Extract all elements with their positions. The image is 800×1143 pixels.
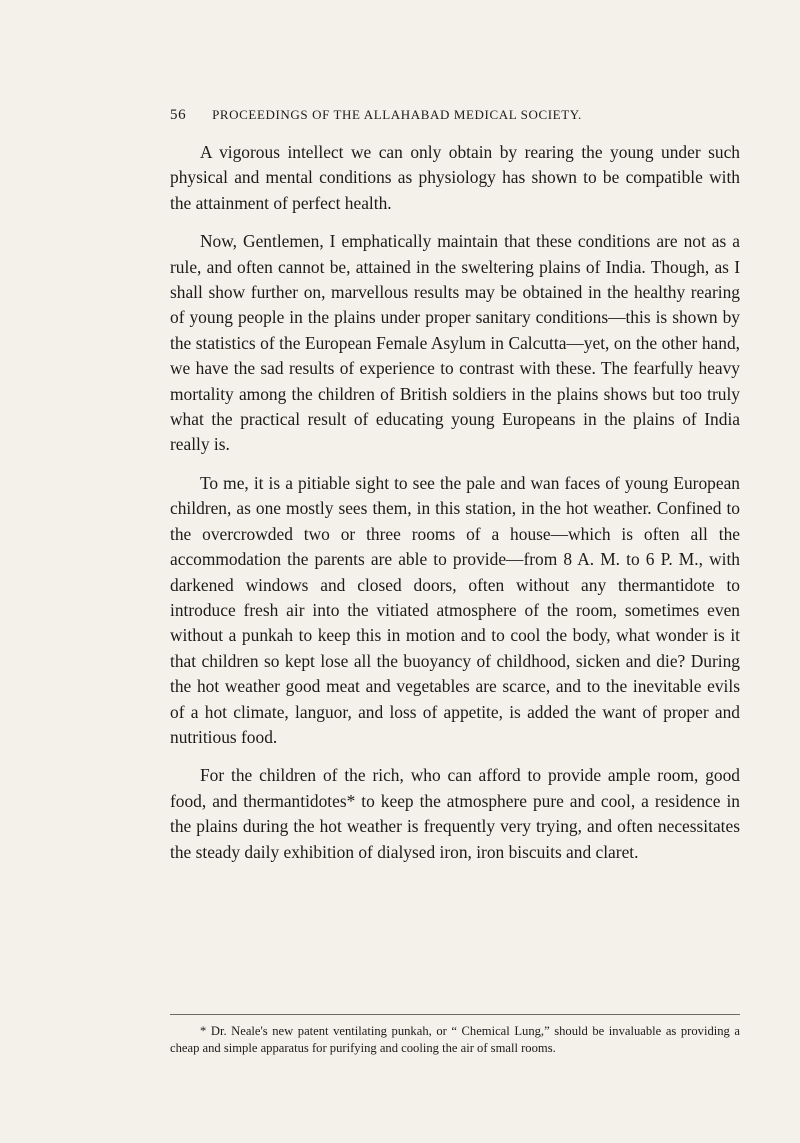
paragraph-3: To me, it is a pitiable sight to see the pale and wan faces of young European children, as one mostly sees them, in this station, in the hot weather. Confined to the overcrowded two or three rooms of a house—which is often all the accommodation the parents are able to provide—from 8 A. M. to 6 P. M., with darkened windows and closed doors, often without any thermantidote to introduce fresh air into the vitiated atmosphere of the room, sometimes even without a punkah to keep this in motion and to cool the body, what wonder is it that children so kept lose all the buoyancy of childhood, sicken and die? During the hot weather good meat and vegetables are scarce, and to the inevitable evils of a hot climate, languor, and loss of appetite, is added the want of proper and nutritious food. (170, 472, 740, 747)
running-header (170, 107, 730, 124)
paragraph-1: A vigorous intellect we can only obtain by rearing the young under such physical and mental conditions as physiology has shown to be compatible with the attainment of perfect health. (170, 142, 740, 213)
running-title: PROCEEDINGS OF THE ALLAHABAD MEDICAL SOCIETY. (212, 107, 582, 122)
paragraph-2: Now, Gentlemen, I emphatically maintain that these conditions are not as a rule, and often cannot be, attained in the sweltering plains of India. Though, as I shall show further on, marvellous results may be obtained in the healthy rearing of young people in the plains under proper sanitary conditions—this is shown by the statistics of the European Female Asylum in Calcutta—yet, on the other hand, we have the sad results of experience to contrast with these. The fearfully heavy mortality among the children of British soldiers in the plains shows but too truly what the practical result of educating young Europeans in the plains of India really is. (170, 231, 740, 455)
footnote-divider (170, 1014, 740, 1015)
paragraph-4: For the children of the rich, who can afford to provide ample room, good food, and thermantidotes* to keep the atmosphere pure and cool, a residence in the plains during the hot weather is frequently very trying, and often necessitates the steady daily exhibition of dialysed iron, iron biscuits and claret. (170, 765, 740, 862)
page-number: 56 (170, 107, 187, 123)
body-text (170, 140, 740, 878)
footnote: * Dr. Neale's new patent ventilating punkah, or “ Chemical Lung,” should be invaluable as providing a cheap and simple apparatus for purifying and cooling the air of small rooms. (170, 1024, 740, 1055)
